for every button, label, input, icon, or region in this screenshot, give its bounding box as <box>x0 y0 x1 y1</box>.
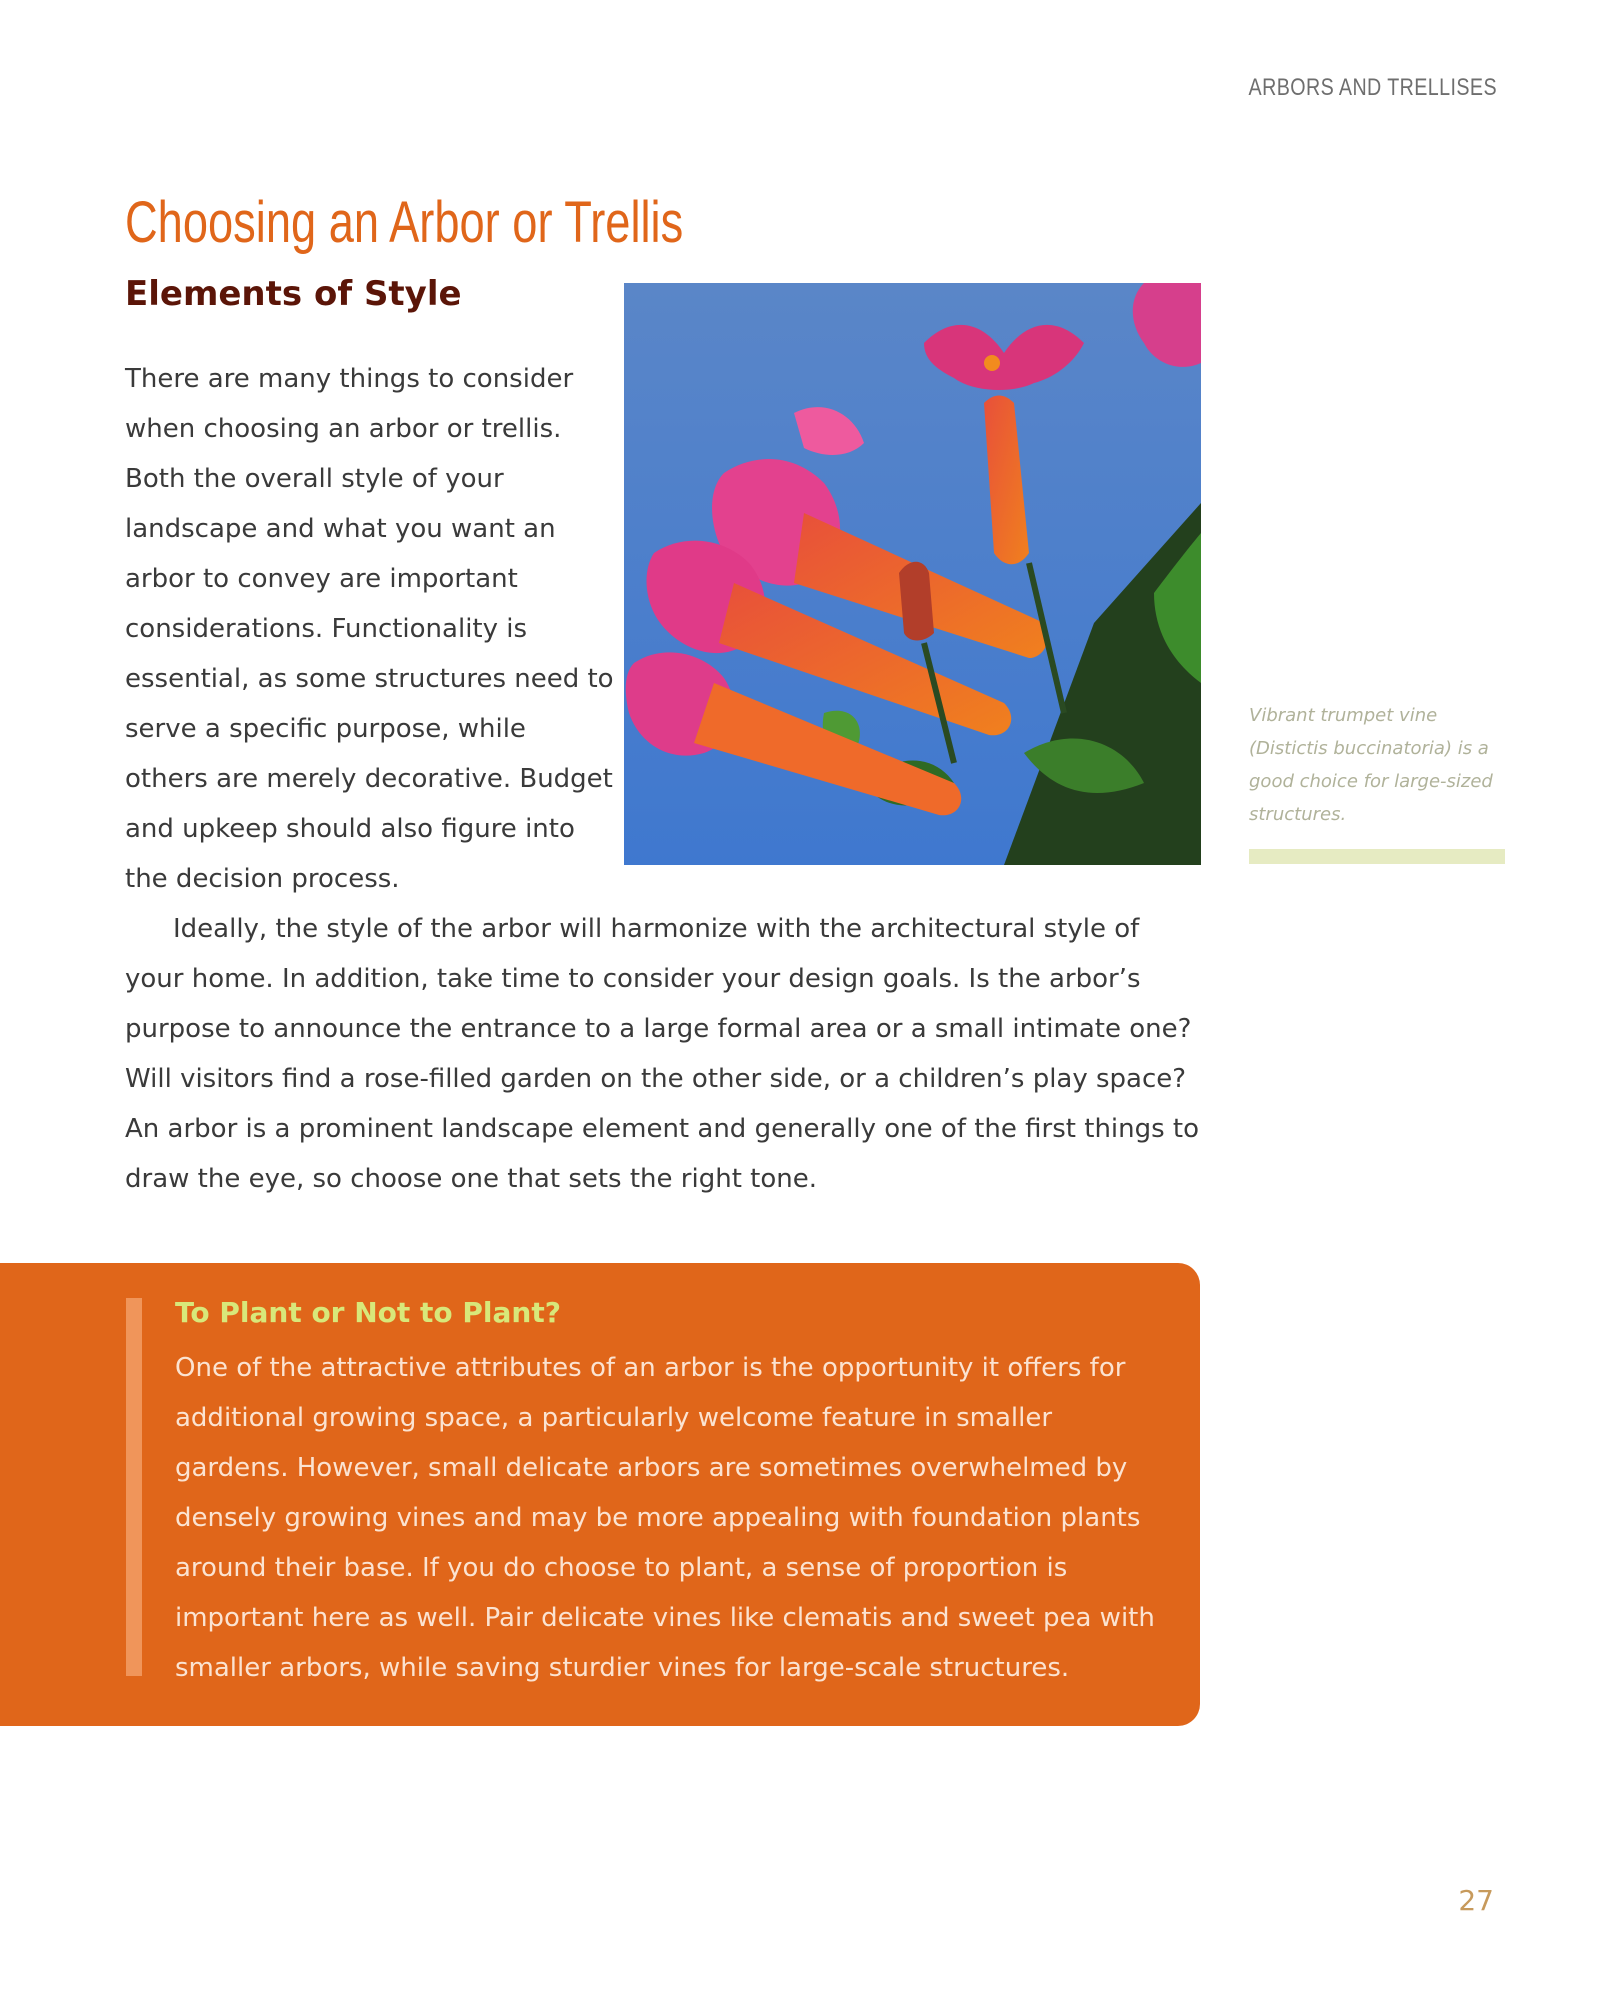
sidebar-accent-bar <box>126 1298 142 1676</box>
section-heading: Elements of Style <box>125 274 462 314</box>
sidebar-box <box>0 1263 1200 1726</box>
running-head: ARBORS AND TRELLISES <box>1248 74 1497 101</box>
page-number: 27 <box>1458 1884 1494 1917</box>
page-title: Choosing an Arbor or Trellis <box>125 190 684 255</box>
body-paragraph-1: There are many things to consider when choosing an arbor or trellis. Both the overall style of your landscape and what you want an arbor to convey are important considerations. Functionality is essential, as some structures need to serve a specific purpose, while others are merely decorative. Budget and upkeep should also figure into the decision process. <box>125 364 614 894</box>
photo-caption: Vibrant trumpet vine (Distictis buccinatoria) is a good choice for large-sized structures. <box>1249 705 1493 825</box>
caption-rule <box>1249 849 1505 864</box>
body-paragraph-2: Ideally, the style of the arbor will harmonize with the architectural style of your home. In addition, take time to consider your design goals. Is the arbor’s purpose to announce the entrance to a large formal area or a small intimate one? Will visitors find a rose-filled garden on the other side, or a children’s play space? An arbor is a prominent landscape element and generally one of the first things to draw the eye, so choose one that sets the right tone. <box>125 914 1200 1194</box>
sidebar-text: One of the attractive attributes of an arbor is the opportunity it offers for additional growing space, a particularly welcome feature in smaller gardens. However, small delicate arbors are sometimes overwhelmed by densely growing vines and may be more appealing with foundation plants around their base. If you do choose to plant, a sense of proportion is important here as well. Pair delicate vines like clematis and sweet pea with smaller arbors, while saving sturdier vines for large-scale structures. <box>175 1353 1155 1683</box>
sidebar-title: To Plant or Not to Plant? <box>175 1296 561 1329</box>
trumpet-vine-photo <box>624 283 1201 865</box>
